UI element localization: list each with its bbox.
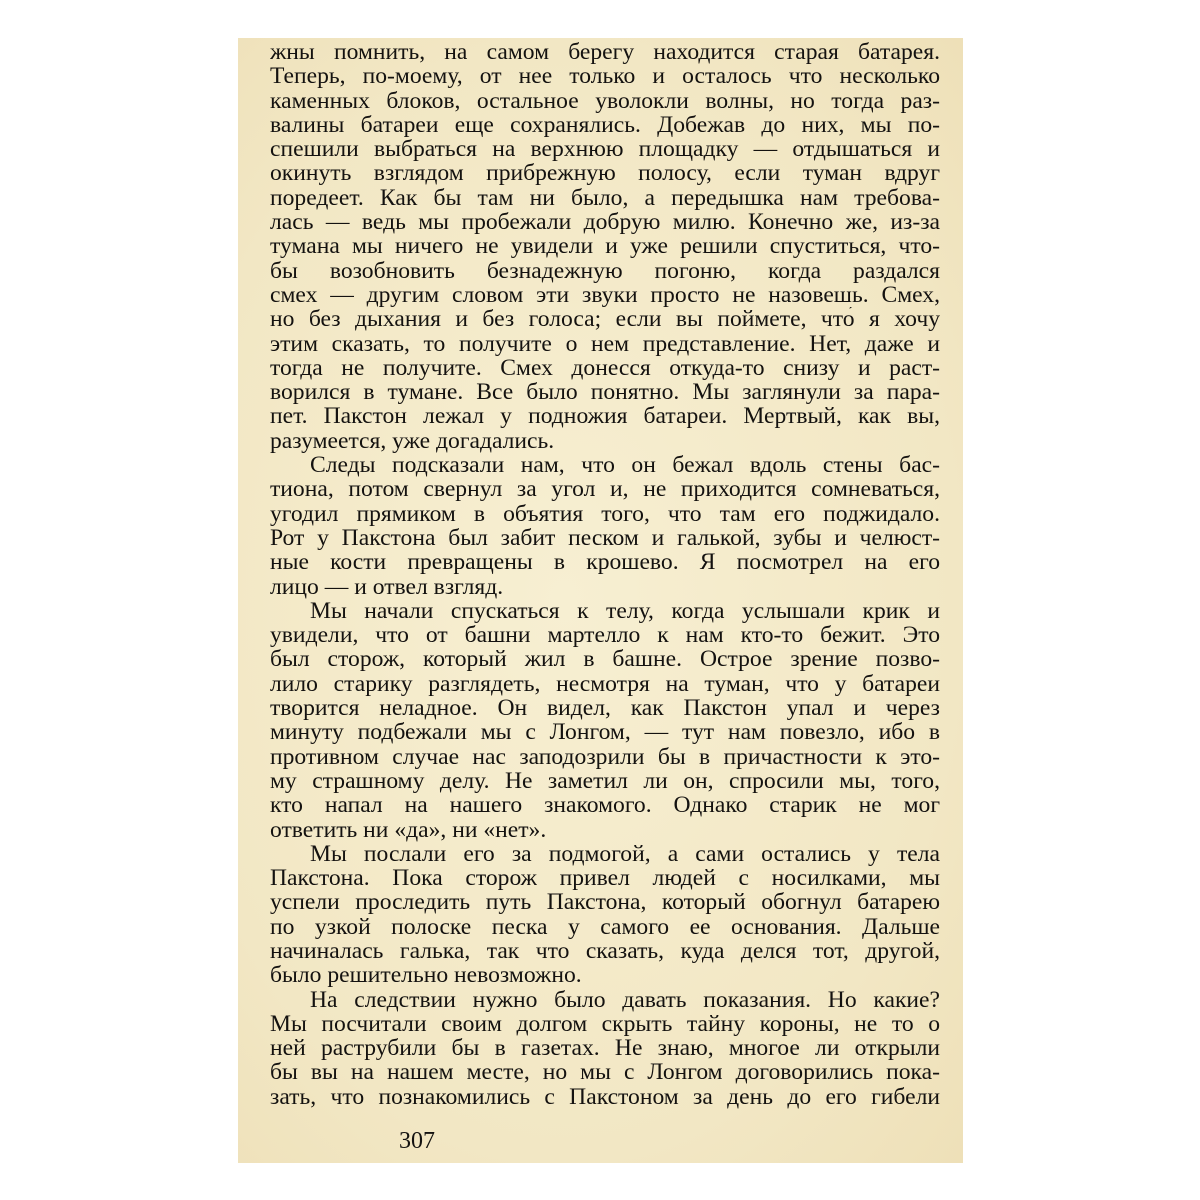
text-line: было решительно невозможно. bbox=[270, 963, 582, 988]
paragraph-start-line: На следствии нужно было давать показания. Но какие? bbox=[310, 987, 940, 1012]
text-line: тумана мы ничего не увидели и уже решили спуститься, что- bbox=[270, 234, 940, 259]
text-line: жны помнить, на самом берегу находится старая батарея. bbox=[270, 40, 940, 65]
text-line: разумеется, уже догадались. bbox=[270, 428, 555, 454]
text-line: бы вы на нашем месте, но мы с Лонгом договорились пока- bbox=[270, 1060, 940, 1085]
text-line: кто напал на нашего знакомого. Однако старик не мог bbox=[270, 793, 940, 818]
text-line: Пакстона. Пока сторож привел людей с носилками, мы bbox=[270, 866, 940, 891]
text-line: по узкой полоске песка у самого ее основания. Дальше bbox=[270, 914, 940, 939]
text-line: ворился в тумане. Все было понятно. Мы заглянули за пара- bbox=[270, 380, 940, 405]
text-line: смех — другим словом эти звуки просто не назовешь. Смех, bbox=[270, 282, 940, 308]
text-line: начиналась галька, так что сказать, куда делся тот, другой, bbox=[270, 938, 940, 964]
text-line: бы возобновить безнадежную погоню, когда раздался bbox=[270, 258, 940, 283]
text-line: этим сказать, то получите о нем представление. Нет, даже и bbox=[270, 331, 940, 356]
text-line: лась — ведь мы пробежали добрую милю. Конечно же, из-за bbox=[270, 210, 940, 235]
text-line: Мы посчитали своим долгом скрыть тайну короны, не то о bbox=[270, 1011, 940, 1037]
text-line: лило старику разглядеть, несмотря на туман, что у батареи bbox=[270, 671, 940, 697]
text-line: увидели, что от башни мартелло к нам кто-то бежит. Это bbox=[270, 623, 940, 648]
text-line: Теперь, по-моему, от нее только и осталось что несколько bbox=[270, 64, 940, 89]
text-line: му страшному делу. Не заметил ли он, спросили мы, того, bbox=[270, 768, 940, 794]
text-line: валины батареи еще сохранялись. Добежав до них, мы по- bbox=[270, 112, 940, 138]
text-line: пет. Пакстон лежал у подножия батареи. Мертвый, как вы, bbox=[270, 404, 940, 429]
text-line: лицо — и отвел взгляд. bbox=[270, 574, 504, 599]
text-line: тиона, потом свернул за угол и, не приходится сомневаться, bbox=[270, 477, 940, 502]
book-page bbox=[238, 38, 963, 1163]
text-line: поредеет. Как бы там ни было, а передышка нам требова- bbox=[270, 185, 940, 211]
paragraph-start-line: Мы послали его за подмогой, а сами остались у тела bbox=[310, 841, 940, 867]
text-line: творится неладное. Он видел, как Пакстон упал и через bbox=[270, 696, 940, 721]
text-line: тогда не получите. Смех донесся откуда-то снизу и раст- bbox=[270, 355, 940, 381]
text-line: был сторож, который жил в башне. Острое зрение позво- bbox=[270, 647, 940, 672]
text-line: успели проследить путь Пакстона, который обогнул батарею bbox=[270, 890, 940, 915]
text-line: угодил прямиком в объятия того, что там его поджидало. bbox=[270, 501, 940, 526]
text-line: спешили выбраться на верхнюю площадку — отдышаться и bbox=[270, 137, 940, 162]
text-line: окинуть взглядом прибрежную полосу, если туман вдруг bbox=[270, 161, 940, 186]
paragraph-start-line: Следы подсказали нам, что он бежал вдоль стены бас- bbox=[310, 453, 940, 478]
paragraph-start-line: Мы начали спускаться к телу, когда услышали крик и bbox=[310, 598, 940, 624]
text-line: ответить ни «да», ни «нет». bbox=[270, 817, 547, 842]
text-line: противном случае нас заподозрили бы в причастности к это- bbox=[270, 744, 940, 769]
text-line: Рот у Пакстона был забит песком и галькой, зубы и челюст- bbox=[270, 525, 940, 551]
body-text bbox=[270, 40, 940, 1109]
text-line: минуту подбежали мы с Лонгом, — тут нам повезло, ибо в bbox=[270, 720, 940, 745]
text-line: зать, что познакомились с Пакстоном за день до его гибели bbox=[270, 1084, 940, 1110]
text-line: ней раструбили бы в газетах. Не знаю, многое ли открыли bbox=[270, 1036, 940, 1061]
text-line: но без дыхания и без голоса; если вы поймете, что́ я хочу bbox=[270, 307, 940, 332]
text-line: ные кости превращены в крошево. Я посмотрел на его bbox=[270, 550, 940, 575]
text-line: каменных блоков, остальное уволокли волны, но тогда раз- bbox=[270, 88, 940, 113]
page-number: 307 bbox=[399, 1128, 435, 1154]
